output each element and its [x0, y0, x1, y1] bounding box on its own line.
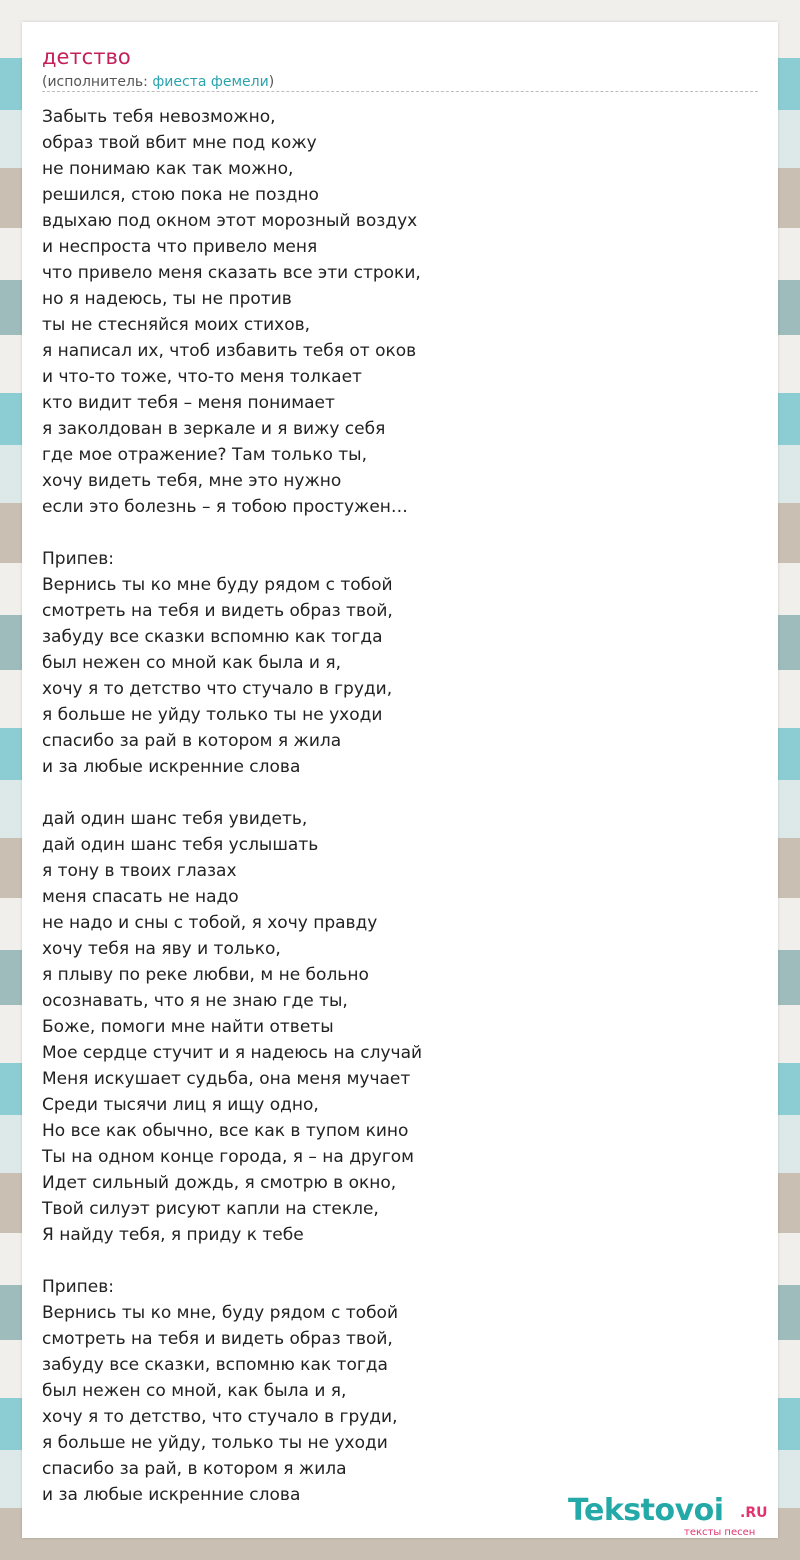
divider: [42, 91, 758, 92]
artist-link[interactable]: фиеста фемели: [152, 74, 269, 90]
artist-suffix: ): [268, 74, 275, 90]
site-logo[interactable]: [568, 1494, 778, 1538]
lyrics-card: [22, 22, 778, 1538]
lyrics-text: Забыть тебя невозможно, образ твой вбит мне под кожу не понимаю как так можно, решился, стою пока не поздно вдыхаю под окном этот морозный воздух и неспроста что привело меня что привело меня сказать все эти строки, но я надеюсь, ты не против ты не стесняйся моих стихов, я написал их, чтоб избавить тебя от оков и что-то тоже, что-то меня толкает кто видит тебя – меня понимает я заколдован в зеркале и я вижу себя где мое отражение? Там только ты, хочу видеть тебя, мне это нужно если это болезнь – я тобою простужен… Припев: Вернись ты ко мне буду рядом с тобой смотреть на тебя и видеть образ твой, забуду все сказки вспомню как тогда был нежен со мной как была и я, хочу я то детство что стучало в груди, я больше не уйду только ты не уходи спасибо за рай в котором я жила и за любые искренние слова дай один шанс тебя увидеть, дай один шанс тебя услышать я тону в твоих глазах меня спасать не надо не надо и сны с тобой, я хочу правду хочу тебя на яву и только, я плыву по реке любви, м не больно осознавать, что я не знаю где ты, Боже, помоги мне найти ответы Мое сердце стучит и я надеюсь на случай Меня искушает судьба, она меня мучает Среди тысячи лиц я ищу одно, Но все как обычно, все как в тупом кино Ты на одном конце города, я – на другом Идет сильный дождь, я смотрю в окно, Твой силуэт рисуют капли на стекле, Я найду тебя, я приду к тебе Припев: Вернись ты ко мне, буду рядом с тобой смотреть на тебя и видеть образ твой, забуду все сказки, вспомню как тогда был нежен со мной, как была и я, хочу я то детство, что стучало в груди, я больше не уйду, только ты не уходи спасибо за рай, в котором я жила и за любые искренние слова: [42, 107, 423, 1505]
logo-main-text: Tekstovoi: [568, 1493, 724, 1528]
artist-prefix: (исполнитель:: [42, 74, 153, 90]
logo-tld-text: .RU: [740, 1505, 768, 1521]
logo-tagline: тексты песен: [684, 1527, 756, 1538]
artist-line: [42, 73, 274, 91]
song-title: детство: [42, 45, 131, 69]
